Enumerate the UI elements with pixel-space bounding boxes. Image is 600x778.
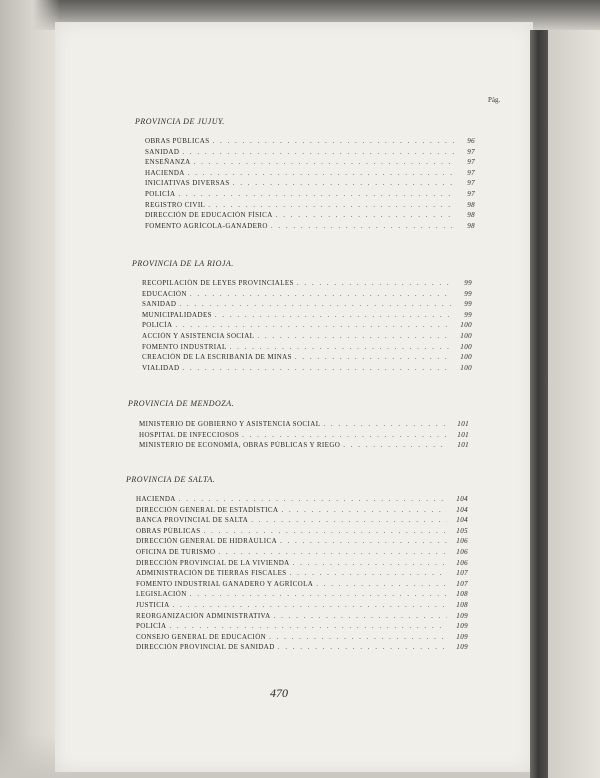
entry-name: FOMENTO INDUSTRIAL GANADERO Y AGRÍCOLA xyxy=(136,579,314,588)
dot-leader xyxy=(251,516,447,524)
entry-name: JUSTICIA xyxy=(136,600,170,609)
entries-salta xyxy=(136,495,468,654)
scan-left-margin xyxy=(0,0,60,778)
toc-entry xyxy=(145,179,475,190)
entry-page: 100 xyxy=(460,321,472,330)
entry-name: MINISTERIO DE ECONOMÍA, OBRAS PÚBLICAS Y RIEGO xyxy=(139,441,341,450)
entry-page: 106 xyxy=(456,537,468,546)
dot-leader xyxy=(276,211,454,219)
toc-entry xyxy=(136,612,468,623)
entry-page: 98 xyxy=(467,211,475,220)
entry-name: OBRAS PÚBLICAS xyxy=(136,526,201,535)
toc-entry xyxy=(136,622,468,633)
dot-leader xyxy=(179,495,447,503)
dot-leader xyxy=(230,343,451,351)
entry-page: 108 xyxy=(456,600,468,609)
dot-leader xyxy=(233,179,454,187)
entry-name: REORGANIZACIÓN ADMINISTRATIVA xyxy=(136,611,271,620)
dot-leader xyxy=(290,569,447,577)
entry-page: 104 xyxy=(456,505,468,514)
entry-name: CONSEJO GENERAL DE EDUCACIÓN xyxy=(136,632,267,641)
entry-name: FOMENTO AGRÍCOLA-GANADERO xyxy=(145,221,268,230)
entry-name: HACIENDA xyxy=(136,495,176,503)
entry-name: MINISTERIO DE GOBIERNO Y ASISTENCIA SOCIAL xyxy=(139,420,321,428)
entry-page: 100 xyxy=(460,353,472,362)
entry-name: POLICÍA xyxy=(145,189,176,198)
entry-name: DIRECCIÓN DE EDUCACIÓN FÍSICA xyxy=(145,211,273,220)
toc-entry xyxy=(142,343,472,354)
entry-name: HOSPITAL DE INFECCIOSOS xyxy=(139,430,240,439)
toc-entry xyxy=(142,321,472,332)
entry-name: EDUCACIÓN xyxy=(142,289,187,298)
dot-leader xyxy=(215,311,451,319)
toc-entry xyxy=(142,311,472,322)
toc-entry xyxy=(142,332,472,343)
book-page xyxy=(55,22,533,772)
toc-entry xyxy=(139,431,469,442)
entry-name: DIRECCIÓN GENERAL DE ESTADÍSTICA xyxy=(136,505,279,514)
dot-leader xyxy=(297,279,451,287)
toc-entry xyxy=(145,222,475,233)
entry-name: MUNICIPALIDADES xyxy=(142,310,212,319)
entry-page: 101 xyxy=(457,420,469,428)
entry-name: INICIATIVAS DIVERSAS xyxy=(145,179,230,188)
toc-entry xyxy=(145,211,475,222)
entry-name: POLICÍA xyxy=(142,321,173,330)
dot-leader xyxy=(178,190,454,198)
entry-page: 106 xyxy=(456,547,468,556)
entry-page: 105 xyxy=(456,526,468,535)
entry-page: 97 xyxy=(467,168,475,177)
entry-page: 99 xyxy=(464,279,472,287)
entry-page: 100 xyxy=(460,363,472,372)
toc-entry xyxy=(136,569,468,580)
entry-name: VIALIDAD xyxy=(142,363,180,372)
entry-page: 98 xyxy=(467,200,475,209)
dot-leader xyxy=(280,537,447,545)
entry-page: 97 xyxy=(467,158,475,167)
dot-leader xyxy=(295,353,451,361)
scan-right-margin xyxy=(548,30,600,778)
entry-page: 100 xyxy=(460,342,472,351)
entry-name: ADMINISTRACIÓN DE TIERRAS FISCALES xyxy=(136,569,287,578)
dot-leader xyxy=(194,158,454,166)
entry-name: ACCIÓN Y ASISTENCIA SOCIAL xyxy=(142,331,255,340)
toc-entry xyxy=(142,364,472,375)
toc-entry xyxy=(136,633,468,644)
entry-name: SANIDAD xyxy=(142,300,177,309)
dot-leader xyxy=(179,300,451,308)
toc-entry xyxy=(145,169,475,180)
entry-name: RECOPILACIÓN DE LEYES PROVINCIALES xyxy=(142,279,294,287)
toc-entry xyxy=(139,441,469,452)
entry-name: OFICINA DE TURISMO xyxy=(136,547,216,556)
entry-page: 100 xyxy=(460,331,472,340)
toc-entry xyxy=(142,353,472,364)
dot-leader xyxy=(271,222,454,230)
entry-page: 97 xyxy=(467,147,475,156)
entry-page: 97 xyxy=(467,179,475,188)
entry-page: 104 xyxy=(456,516,468,525)
dot-leader xyxy=(182,364,451,372)
entry-name: FOMENTO INDUSTRIAL xyxy=(142,342,227,351)
toc-entry xyxy=(136,516,468,527)
entries-mendoza xyxy=(139,420,469,452)
section-title-jujuy: PROVINCIA DE JUJUY. xyxy=(135,117,225,126)
entry-page: 107 xyxy=(456,579,468,588)
toc-entry xyxy=(145,148,475,159)
entry-page: 108 xyxy=(456,590,468,599)
entry-name: SANIDAD xyxy=(145,147,180,156)
entry-page: 101 xyxy=(457,430,469,439)
toc-entry xyxy=(145,158,475,169)
dot-leader xyxy=(208,201,454,209)
entry-name: DIRECCIÓN GENERAL DE HIDRÁULICA xyxy=(136,537,278,546)
toc-entry xyxy=(136,601,468,612)
entry-name: HACIENDA xyxy=(145,168,185,177)
entry-page: 97 xyxy=(467,189,475,198)
dot-leader xyxy=(190,590,447,598)
entry-page: 109 xyxy=(456,622,468,631)
entry-page: 96 xyxy=(467,137,475,145)
entry-page: 104 xyxy=(456,495,468,503)
entry-name: POLICÍA xyxy=(136,622,167,631)
dot-leader xyxy=(204,527,447,535)
toc-entry xyxy=(136,559,468,570)
section-title-mendoza: PROVINCIA DE MENDOZA. xyxy=(128,399,235,408)
toc-entry xyxy=(142,290,472,301)
entry-name: OBRAS PÚBLICAS xyxy=(145,137,210,145)
toc-entry xyxy=(136,590,468,601)
page-column-label: Pág. xyxy=(488,96,501,104)
dot-leader xyxy=(323,420,448,428)
entry-page: 99 xyxy=(464,289,472,298)
dot-leader xyxy=(257,332,451,340)
dot-leader xyxy=(182,148,454,156)
dot-leader xyxy=(293,559,447,567)
entry-page: 109 xyxy=(456,632,468,641)
dot-leader xyxy=(188,169,454,177)
section-title-salta: PROVINCIA DE SALTA. xyxy=(126,475,216,484)
dot-leader xyxy=(316,580,447,588)
entry-page: 99 xyxy=(464,310,472,319)
dot-leader xyxy=(269,633,447,641)
toc-entry xyxy=(142,279,472,290)
entry-name: CREACIÓN DE LA ESCRIBANÍA DE MINAS xyxy=(142,353,292,362)
toc-entry xyxy=(136,580,468,591)
dot-leader xyxy=(175,321,451,329)
book-spine-shadow xyxy=(530,30,548,778)
dot-leader xyxy=(218,548,447,556)
toc-entry xyxy=(145,201,475,212)
entries-la-rioja xyxy=(142,279,472,374)
toc-entry xyxy=(139,420,469,431)
entry-page: 109 xyxy=(456,611,468,620)
dot-leader xyxy=(281,506,447,514)
entry-page: 99 xyxy=(464,300,472,309)
toc-entry xyxy=(136,495,468,506)
dot-leader xyxy=(343,441,448,449)
toc-entry xyxy=(136,506,468,517)
entry-name: BANCA PROVINCIAL DE SALTA xyxy=(136,516,249,525)
toc-entry xyxy=(136,548,468,559)
toc-entry xyxy=(136,527,468,538)
toc-entry xyxy=(145,137,475,148)
entry-page: 101 xyxy=(457,441,469,450)
entry-page: 106 xyxy=(456,558,468,567)
dot-leader xyxy=(190,290,451,298)
toc-entry xyxy=(142,300,472,311)
section-title-la-rioja: PROVINCIA DE LA RIOJA. xyxy=(132,259,234,268)
entry-name: DIRECCIÓN PROVINCIAL DE SANIDAD xyxy=(136,643,275,652)
dot-leader xyxy=(242,431,448,439)
entry-name: DIRECCIÓN PROVINCIAL DE LA VIVIENDA xyxy=(136,558,290,567)
entries-jujuy xyxy=(145,137,475,232)
dot-leader xyxy=(213,137,454,145)
entry-name: LEGISLACIÓN xyxy=(136,590,187,599)
dot-leader xyxy=(278,643,447,651)
toc-entry xyxy=(145,190,475,201)
toc-entry xyxy=(136,643,468,654)
page-number: 470 xyxy=(270,686,288,700)
dot-leader xyxy=(169,622,447,630)
entry-page: 107 xyxy=(456,569,468,578)
dot-leader xyxy=(274,612,447,620)
entry-name: REGISTRO CIVIL xyxy=(145,200,206,209)
entry-page: 109 xyxy=(456,643,468,652)
entry-page: 98 xyxy=(467,221,475,230)
entry-name: ENSEÑANZA xyxy=(145,158,191,167)
toc-entry xyxy=(136,537,468,548)
dot-leader xyxy=(173,601,447,609)
